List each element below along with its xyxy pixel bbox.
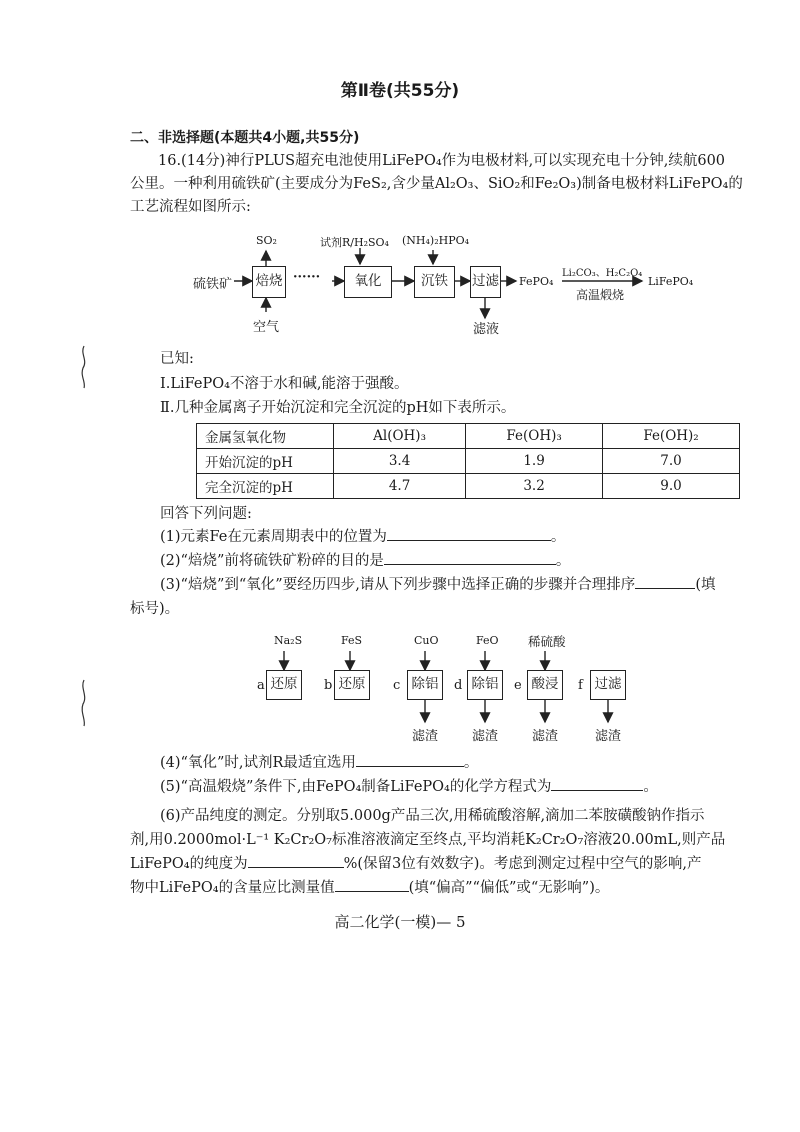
step-b-box: 还原 <box>334 670 370 700</box>
question-6-line4 <box>130 877 609 899</box>
question-4-end: 。 <box>463 755 479 771</box>
step-d-box: 除铝 <box>467 670 503 700</box>
q16-intro-line2: 公里。一种利用硫铁矿(主要成分为FeS₂,含少量Al₂O₃、SiO₂和Fe₂O₃)制备电极材料LiFePO₄的 <box>130 176 743 192</box>
question-5 <box>160 776 658 798</box>
step-e-reagent: 稀硫酸 <box>528 634 566 649</box>
known-item-i: Ⅰ.LiFePO₄不溶于水和碱,能溶于强酸。 <box>160 376 409 392</box>
flow-product-label: LiFePO₄ <box>648 275 694 288</box>
flow-reactants-label: Li₂CO₃、H₂C₂O₄ <box>562 268 643 279</box>
step-e-letter: e <box>514 678 522 693</box>
binding-margin-marks <box>70 340 100 740</box>
flow-ore-label: 硫铁矿 <box>193 277 233 292</box>
q16-intro-line3: 工艺流程如图所示: <box>130 199 251 215</box>
flow-so2-label: SO₂ <box>256 234 277 247</box>
table-cell: 开始沉淀的pH <box>197 449 334 474</box>
step-c-residue: 滤渣 <box>412 729 439 744</box>
flow-fepo4-label: FePO₄ <box>519 275 554 288</box>
step-d-reagent: FeO <box>476 634 499 647</box>
table-cell: 9.0 <box>603 474 740 499</box>
answer-blank-5[interactable] <box>551 776 643 791</box>
question-3-text: (3)“焙烧”到“氧化”要经历四步,请从下列步骤中选择正确的步骤并合理排序 <box>160 577 636 593</box>
table-cell: 7.0 <box>603 449 740 474</box>
q16-intro-line1: 16.(14分)神行PLUS超充电池使用LiFePO₄作为电极材料,可以实现充电十分钟,续航600 <box>158 153 726 169</box>
answer-blank-4[interactable] <box>356 752 464 767</box>
question-6-line3 <box>130 853 702 875</box>
flow-phosphate-label: (NH₄)₂HPO₄ <box>402 234 470 247</box>
question-5-end: 。 <box>643 779 658 795</box>
flow-oxidize-box: 氧化 <box>344 266 392 298</box>
page-footer: 高二化学(一模)— 5 <box>334 913 466 931</box>
table-header-cell: Fe(OH)₃ <box>466 424 603 449</box>
flow-condition-label: 高温煅烧 <box>576 288 625 302</box>
table-cell: 1.9 <box>466 449 603 474</box>
table-header-cell: Fe(OH)₂ <box>603 424 740 449</box>
question-3-fill: (填 <box>695 577 716 593</box>
known-heading: 已知: <box>160 351 194 367</box>
question-5-text: (5)“高温煅烧”条件下,由FePO₄制备LiFePO₄的化学方程式为 <box>160 779 552 795</box>
step-b-reagent: FeS <box>341 634 363 647</box>
question-4-text: (4)“氧化”时,试剂R最适宜选用 <box>160 755 356 771</box>
table-header-cell: Al(OH)₃ <box>334 424 466 449</box>
flow-air-label: 空气 <box>253 320 280 335</box>
question-3-cont: 标号)。 <box>130 601 180 617</box>
question-2-end: 。 <box>555 553 571 569</box>
question-6-line1: (6)产品纯度的测定。分别取5.000g产品三次,用稀硫酸溶解,滴加二苯胺磺酸钠作指示 <box>160 808 705 824</box>
flow-filter-box: 过滤 <box>470 266 501 298</box>
question-6-line2: 剂,用0.2000mol·L⁻¹ K₂Cr₂O₇标准溶液滴定至终点,平均消耗K₂Cr₂O₇溶液20.00mL,则产品 <box>130 832 726 848</box>
question-1-end: 。 <box>550 529 566 545</box>
question-6-text-d: (填“偏高”“偏低”或“无影响”)。 <box>408 880 610 896</box>
section-heading: 二、非选择题(本题共4小题,共55分) <box>130 130 360 146</box>
step-c-letter: c <box>393 678 401 693</box>
step-f-box: 过滤 <box>590 670 626 700</box>
flow-precip-box: 沉铁 <box>414 266 455 298</box>
flow-reagent-label: 试剂R/H₂SO₄ <box>320 236 389 249</box>
step-d-residue: 滤渣 <box>472 729 499 744</box>
question-1-text: (1)元素Fe在元素周期表中的位置为 <box>160 529 387 545</box>
flow-filtrate-label: 滤液 <box>473 322 500 337</box>
step-c-box: 除铝 <box>407 670 443 700</box>
step-d-letter: d <box>454 678 463 693</box>
question-6-text-a: LiFePO₄的纯度为 <box>130 856 248 872</box>
step-b-letter: b <box>324 678 333 693</box>
step-a-reagent: Na₂S <box>274 634 303 647</box>
step-a-letter: a <box>257 678 265 693</box>
question-6-text-c: 物中LiFePO₄的含量应比测量值 <box>130 880 335 896</box>
step-e-box: 酸浸 <box>527 670 563 700</box>
table-header-cell: 金属氢氧化物 <box>197 424 334 449</box>
table-cell: 4.7 <box>334 474 466 499</box>
question-4 <box>160 752 478 774</box>
table-cell: 3.4 <box>334 449 466 474</box>
table-cell: 完全沉淀的pH <box>197 474 334 499</box>
step-f-residue: 滤渣 <box>595 729 622 744</box>
flow-roast-box: 焙烧 <box>252 266 286 298</box>
step-a-box: 还原 <box>266 670 302 700</box>
flow-dots: ······ <box>293 270 321 285</box>
table-cell: 3.2 <box>466 474 603 499</box>
step-f-letter: f <box>578 678 583 693</box>
answer-blank-6b[interactable] <box>335 877 409 892</box>
step-c-reagent: CuO <box>414 634 439 647</box>
question-2-text: (2)“焙烧”前将硫铁矿粉碎的目的是 <box>160 553 384 569</box>
step-e-residue: 滤渣 <box>532 729 559 744</box>
answer-blank-6a[interactable] <box>248 853 344 868</box>
page-title: 第Ⅱ卷(共55分) <box>340 81 460 101</box>
questions-lead: 回答下列问题: <box>160 506 252 522</box>
known-item-ii: Ⅱ.几种金属离子开始沉淀和完全沉淀的pH如下表所示。 <box>160 400 516 416</box>
question-6-text-b: %(保留3位有效数字)。考虑到测定过程中空气的影响,产 <box>343 856 702 872</box>
